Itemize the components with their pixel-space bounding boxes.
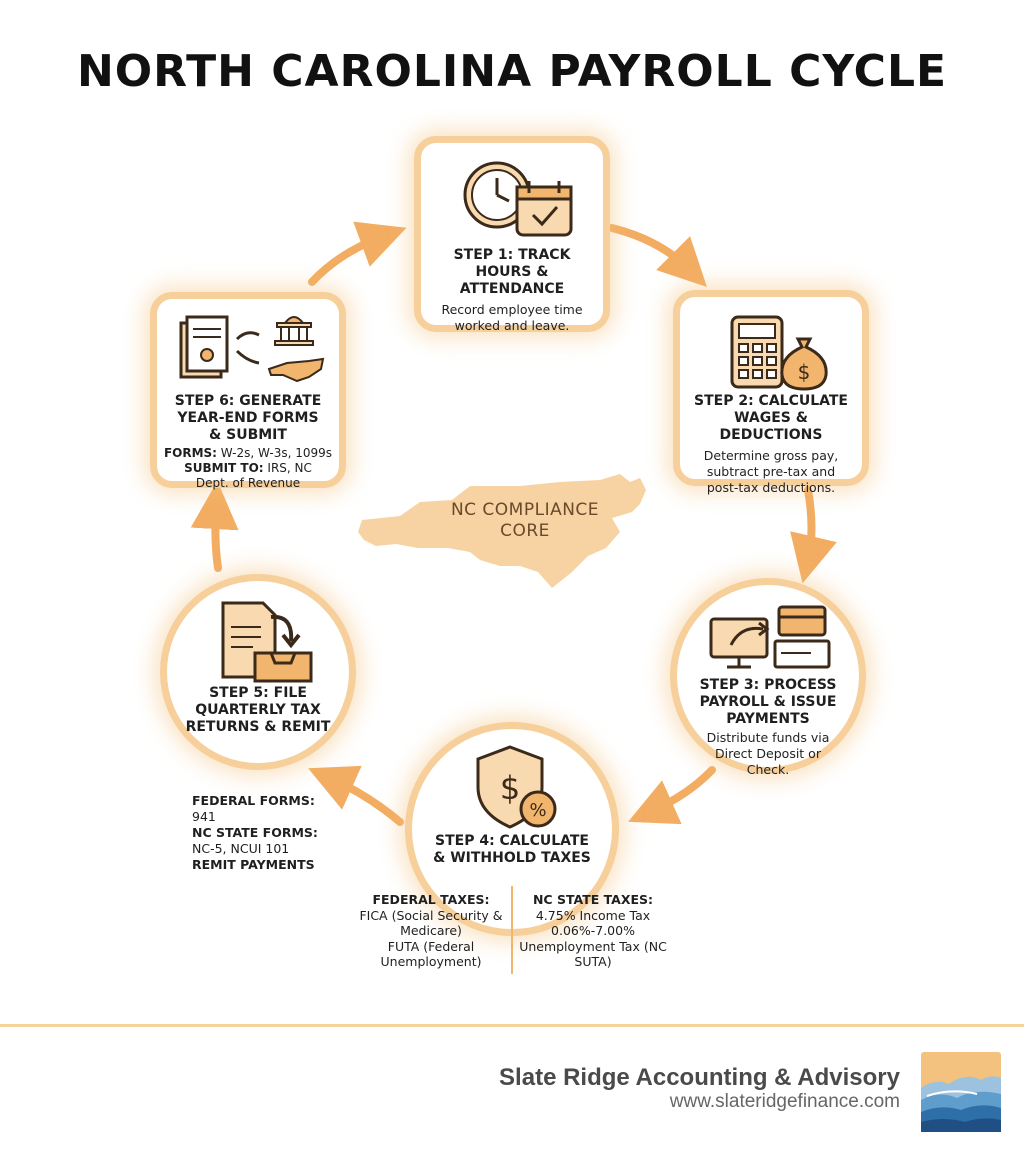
tax-divider [511, 886, 513, 974]
company-name: Slate Ridge Accounting & Advisory [499, 1064, 900, 1091]
federal-taxes-block [356, 892, 506, 970]
nc-compliance-core-label: NC COMPLIANCE CORE [450, 500, 600, 541]
arrow-step2-to-step3 [808, 490, 812, 560]
step-2-title: STEP 2: CALCULATE WAGES & DEDUCTIONS [694, 393, 848, 443]
svg-text:$: $ [797, 360, 811, 384]
footer-divider [0, 1024, 1024, 1027]
step-3-desc: Distribute funds via Direct Deposit or Check. [706, 730, 830, 777]
step-5-card [160, 574, 356, 770]
federal-taxes-heading: FEDERAL TAXES: [372, 892, 490, 907]
step-6-card [150, 292, 346, 488]
arrow-step5-to-step6 [215, 505, 218, 568]
federal-forms-label: FEDERAL FORMS: [192, 793, 315, 808]
step-2-desc: Determine gross pay, subtract pre-tax and post-tax deductions. [703, 448, 839, 495]
step-6-forms-label: FORMS: [163, 446, 217, 460]
state-tax-item: 0.06%-7.00% Unemployment Tax (NC SUTA) [519, 923, 667, 969]
step-6-submit-line [157, 461, 339, 491]
step-6-forms-value: W-2s, W-3s, 1099s [220, 446, 333, 460]
step-6-forms-line [157, 446, 339, 461]
step-3-card [670, 578, 866, 777]
step-1-desc: Record employee time worked and leave. [441, 302, 583, 333]
svg-text:$: $ [499, 769, 521, 807]
step-6-submit-label: SUBMIT TO: [184, 461, 264, 475]
remit-payments-label: REMIT PAYMENTS [192, 857, 315, 872]
federal-forms-value: 941 [192, 809, 216, 824]
nc-state-taxes-heading: NC STATE TAXES: [532, 892, 654, 907]
arrow-step6-to-step1 [312, 236, 384, 282]
clock-calendar-icon [421, 143, 603, 247]
company-url[interactable]: www.slateridgefinance.com [669, 1091, 900, 1112]
calculator-money-bag-icon [680, 297, 862, 393]
step-6-submit-value: IRS, NC Dept. of Revenue [195, 461, 312, 490]
nc-state-forms-value: NC-5, NCUI 101 [192, 841, 290, 856]
company-logo [921, 1052, 1001, 1132]
svg-text:%: % [529, 800, 547, 821]
federal-tax-item: FICA (Social Security & Medicare) [359, 907, 503, 938]
step-3-title: STEP 3: PROCESS PAYROLL & ISSUE PAYMENTS [699, 677, 837, 727]
shield-tax-icon [412, 729, 612, 833]
step-2-card [673, 290, 869, 495]
state-tax-item: 4.75% Income Tax [535, 907, 651, 923]
payment-transfer-icon [677, 585, 859, 677]
nc-state-forms-label: NC STATE FORMS: [192, 825, 318, 840]
page-title: NORTH CAROLINA PAYROLL CYCLE [76, 46, 948, 97]
step-4-title: STEP 4: CALCULATE & WITHHOLD TAXES [433, 833, 591, 866]
step-5-title: STEP 5: FILE QUARTERLY TAX RETURNS & REMIT [185, 685, 331, 735]
step-6-title: STEP 6: GENERATE YEAR-END FORMS & SUBMIT [174, 393, 322, 443]
federal-tax-item: FUTA (Federal Unemployment) [380, 938, 482, 969]
nc-state-taxes-block [518, 892, 668, 970]
step-1-card [414, 136, 610, 332]
arrow-step1-to-step2 [612, 228, 690, 270]
document-inbox-icon [167, 581, 349, 685]
forms-government-icon [157, 299, 339, 393]
step-5-forms-block [192, 793, 352, 873]
step-1-title: STEP 1: TRACK HOURS & ATTENDANCE [453, 247, 571, 297]
